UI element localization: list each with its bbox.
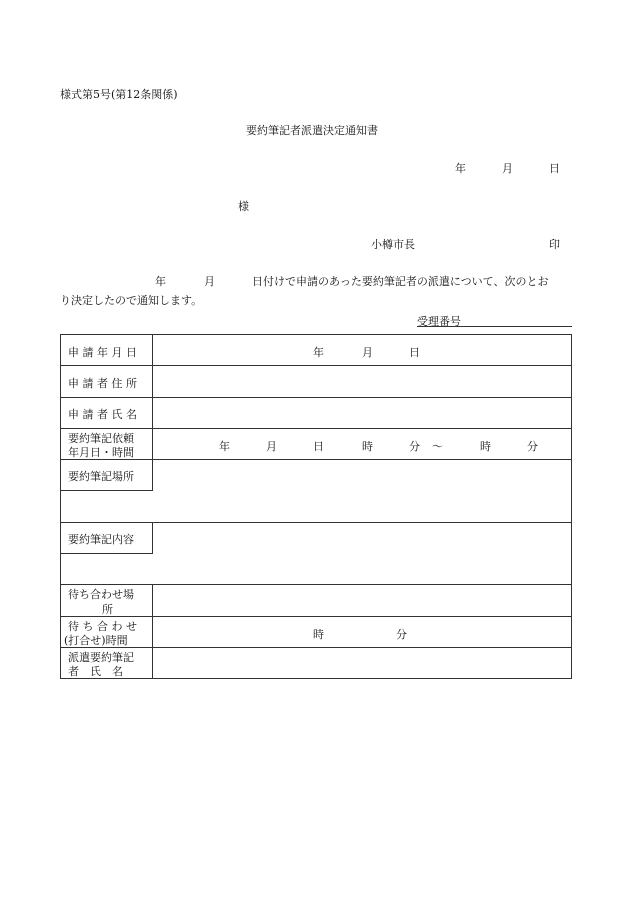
- label-cell: [61, 585, 153, 616]
- body-year: 年: [155, 275, 166, 288]
- notice-table: [60, 334, 572, 679]
- label-cell: [61, 366, 153, 397]
- row-label: 要約筆記場所: [68, 470, 134, 483]
- label-cell: [61, 429, 153, 459]
- date-year: 年: [455, 162, 466, 175]
- form-number: 様式第5号(第12条関係): [60, 88, 178, 101]
- label-cell: [61, 460, 153, 491]
- request-minute: 分: [409, 440, 420, 453]
- row-meeting-place: [61, 585, 571, 617]
- row-dispatched-writer: [61, 648, 571, 678]
- issuer-name: 小樽市長: [371, 238, 415, 251]
- row-label-line1: 派遣要約筆記: [68, 651, 134, 664]
- row-meeting-time: [61, 617, 571, 648]
- row-label: 申 請 者 氏 名: [68, 408, 137, 421]
- row-label: 申 請 者 住 所: [68, 377, 137, 390]
- row-label: 要約筆記内容: [68, 533, 134, 546]
- body-month: 月: [204, 275, 215, 288]
- request-tilde: ～: [432, 440, 443, 453]
- label-cell: [61, 523, 153, 554]
- seal-mark: 印: [549, 238, 560, 251]
- application-year: 年: [313, 346, 324, 359]
- receipt-number-underline: [417, 326, 572, 327]
- application-day: 日: [409, 346, 420, 359]
- request-day: 日: [313, 440, 324, 453]
- row-application-date: [61, 335, 571, 366]
- document-title: 要約筆記者派遣決定通知書: [246, 124, 378, 137]
- body-text-line1: 日付けで申請のあった要約筆記者の派遣について、次のとお: [252, 275, 549, 288]
- request-minute-end: 分: [527, 440, 538, 453]
- label-cell: [61, 335, 153, 365]
- row-applicant-name: [61, 398, 571, 429]
- request-hour-end: 時: [480, 440, 491, 453]
- row-label-line1: 待 ち 合 わ せ: [68, 620, 137, 633]
- meeting-minute: 分: [396, 628, 407, 641]
- request-month: 月: [266, 440, 277, 453]
- request-hour: 時: [362, 440, 373, 453]
- row-label-line2: 年月日・時間: [68, 446, 134, 459]
- row-applicant-address: [61, 366, 571, 398]
- application-month: 月: [362, 346, 373, 359]
- row-venue: [61, 460, 571, 523]
- row-request-datetime: [61, 429, 571, 460]
- label-cell: [61, 648, 153, 678]
- row-label-line1: 要約筆記依頼: [68, 432, 134, 445]
- request-year: 年: [219, 440, 230, 453]
- label-cell: [61, 398, 153, 428]
- body-text-line2: り決定したので通知します。: [60, 294, 203, 307]
- date-day: 日: [549, 162, 560, 175]
- date-month: 月: [502, 162, 513, 175]
- row-label-line2: 者 氏 名: [68, 665, 123, 678]
- addressee-suffix: 様: [238, 200, 249, 213]
- row-content: [61, 523, 571, 585]
- meeting-hour: 時: [313, 628, 324, 641]
- row-label-line1: 待ち合わせ場: [68, 588, 134, 601]
- row-label-line2: 所: [102, 603, 113, 616]
- row-label-line2: (打合せ)時間: [64, 634, 128, 647]
- label-cell: [61, 617, 153, 647]
- row-label: 申 請 年 月 日: [68, 346, 137, 359]
- receipt-number-label: 受理番号: [417, 315, 461, 328]
